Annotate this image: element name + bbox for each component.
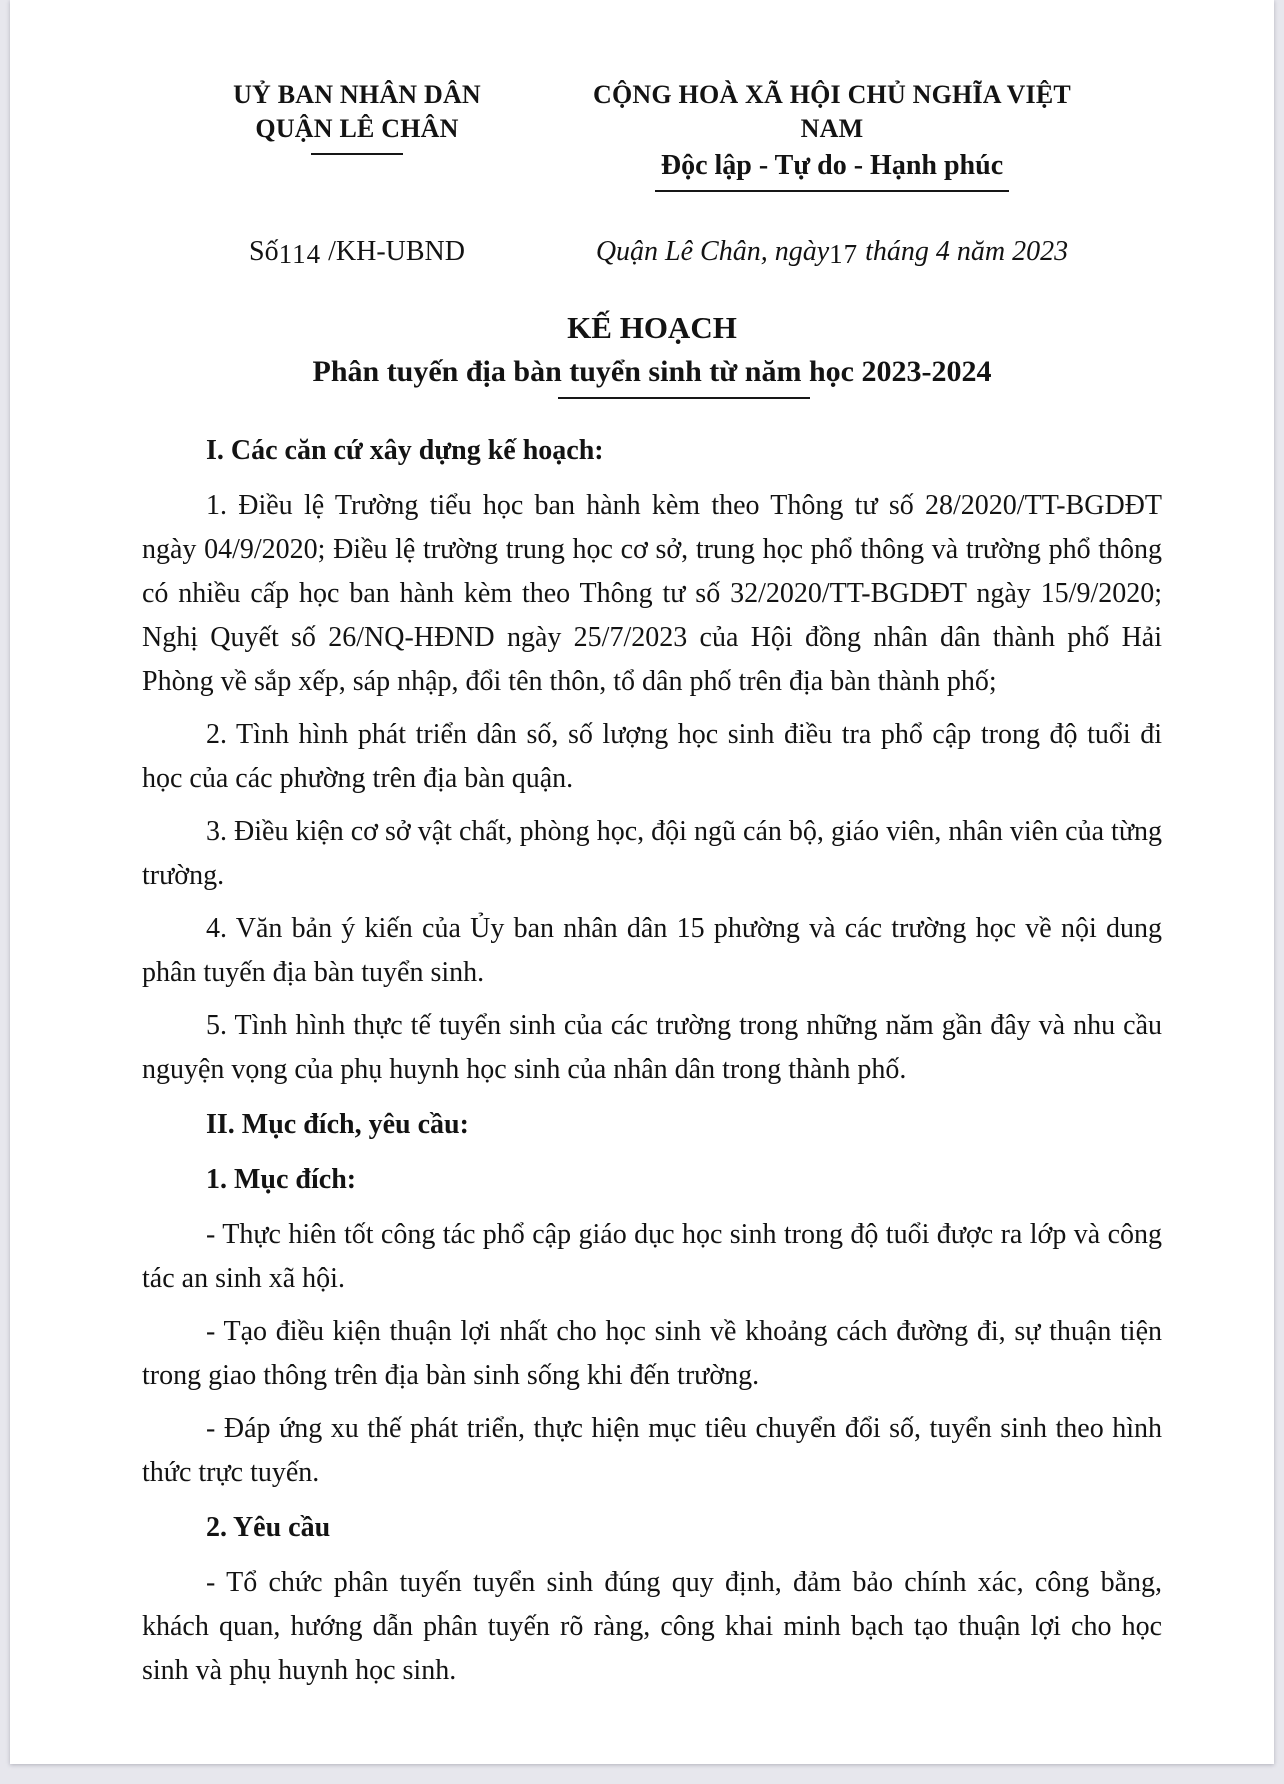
body-paragraph: - Thực hiên tốt công tác phổ cập giáo dục học sinh trong độ tuổi được ra lớp và công tác an sinh xã hội. xyxy=(142,1219,1162,1294)
body-paragraph: 2. Tình hình phát triển dân số, số lượng học sinh điều tra phổ cập trong độ tuổi đi học của các phường trên địa bàn quận. xyxy=(142,719,1162,794)
section-heading: I. Các căn cứ xây dựng kế hoạch: xyxy=(206,435,604,466)
document-number-value: 114 xyxy=(278,239,322,269)
issuer-block xyxy=(192,78,522,155)
document-body xyxy=(142,429,1162,1693)
body-paragraph: 5. Tình hình thực tế tuyển sinh của các trường trong những năm gần đây và nhu cầu nguyện vọng của phụ huynh học sinh của nhân dân trong thành phố. xyxy=(142,1010,1162,1085)
issuer-name-line2: QUẬN LÊ CHÂN xyxy=(255,114,459,143)
document-dateline xyxy=(562,236,1102,268)
subtitle-underline xyxy=(558,397,810,399)
dateline-day: 17 xyxy=(829,239,859,269)
body-paragraph: - Tổ chức phân tuyến tuyển sinh đúng quy định, đảm bảo chính xác, công bằng, khách quan, hướng dẫn phân tuyến rõ ràng, công khai minh bạch tạo thuận lợi cho học sinh và phụ huynh học sinh. xyxy=(142,1567,1162,1686)
national-motto: Độc lập - Tự do - Hạnh phúc xyxy=(655,148,1009,192)
document-number-prefix: Số xyxy=(249,236,279,267)
section-heading: 2. Yêu cầu xyxy=(206,1512,331,1543)
number-date-row xyxy=(142,236,1162,268)
document-page xyxy=(10,0,1274,1764)
body-paragraph: 3. Điều kiện cơ sở vật chất, phòng học, đội ngũ cán bộ, giáo viên, nhân viên của từng trường. xyxy=(142,816,1162,891)
issuer-name-line1: UỶ BAN NHÂN DÂN xyxy=(233,80,481,109)
issuer-underline xyxy=(311,153,403,155)
body-paragraph: - Đáp ứng xu thế phát triển, thực hiện mục tiêu chuyển đổi số, tuyển sinh theo hình thức trực tuyến. xyxy=(142,1413,1162,1488)
body-paragraph: - Tạo điều kiện thuận lợi nhất cho học sinh về khoảng cách đường đi, sự thuận tiện trong giao thông trên địa bàn sinh sống khi đến trường. xyxy=(142,1316,1162,1391)
section-heading: 1. Mục đích: xyxy=(206,1164,357,1195)
document-number-suffix: /KH-UBND xyxy=(328,236,465,267)
body-paragraph: 4. Văn bản ý kiến của Ủy ban nhân dân 15 phường và các trường học về nội dung phân tuyến địa bàn tuyển sinh. xyxy=(142,913,1162,988)
document-subtitle: Phân tuyến địa bàn tuyển sinh từ năm học 2023-2024 xyxy=(312,355,992,388)
document-header xyxy=(142,78,1162,192)
body-paragraph: 1. Điều lệ Trường tiểu học ban hành kèm theo Thông tư số 28/2020/TT-BGDĐT ngày 04/9/2020; Điều lệ trường trung học cơ sở, trung học phổ thông và trường phổ thông có nhiều cấp học ban hành kèm theo Thông tư số 32/2020/TT-BGDĐT ngày 15/9/2020; Nghị Quyết số 26/NQ-HĐND ngày 25/7/2023 của Hội đồng nhân dân thành phố Hải Phòng về sắp xếp, sáp nhập, đổi tên thôn, tổ dân phố trên địa bàn thành phố; xyxy=(142,490,1162,697)
national-title: CỘNG HOÀ XÃ HỘI CHỦ NGHĨA VIỆT NAM xyxy=(593,80,1071,143)
document-title: KẾ HOẠCH xyxy=(567,310,737,345)
title-block xyxy=(142,308,1162,399)
dateline-place: Quận Lê Chân, ngày xyxy=(595,236,830,267)
national-motto-block xyxy=(562,78,1102,192)
document-number xyxy=(192,236,522,268)
section-heading: II. Mục đích, yêu cầu: xyxy=(206,1109,469,1140)
national-motto-wrap xyxy=(562,148,1102,192)
dateline-rest: tháng 4 năm 2023 xyxy=(865,236,1069,267)
